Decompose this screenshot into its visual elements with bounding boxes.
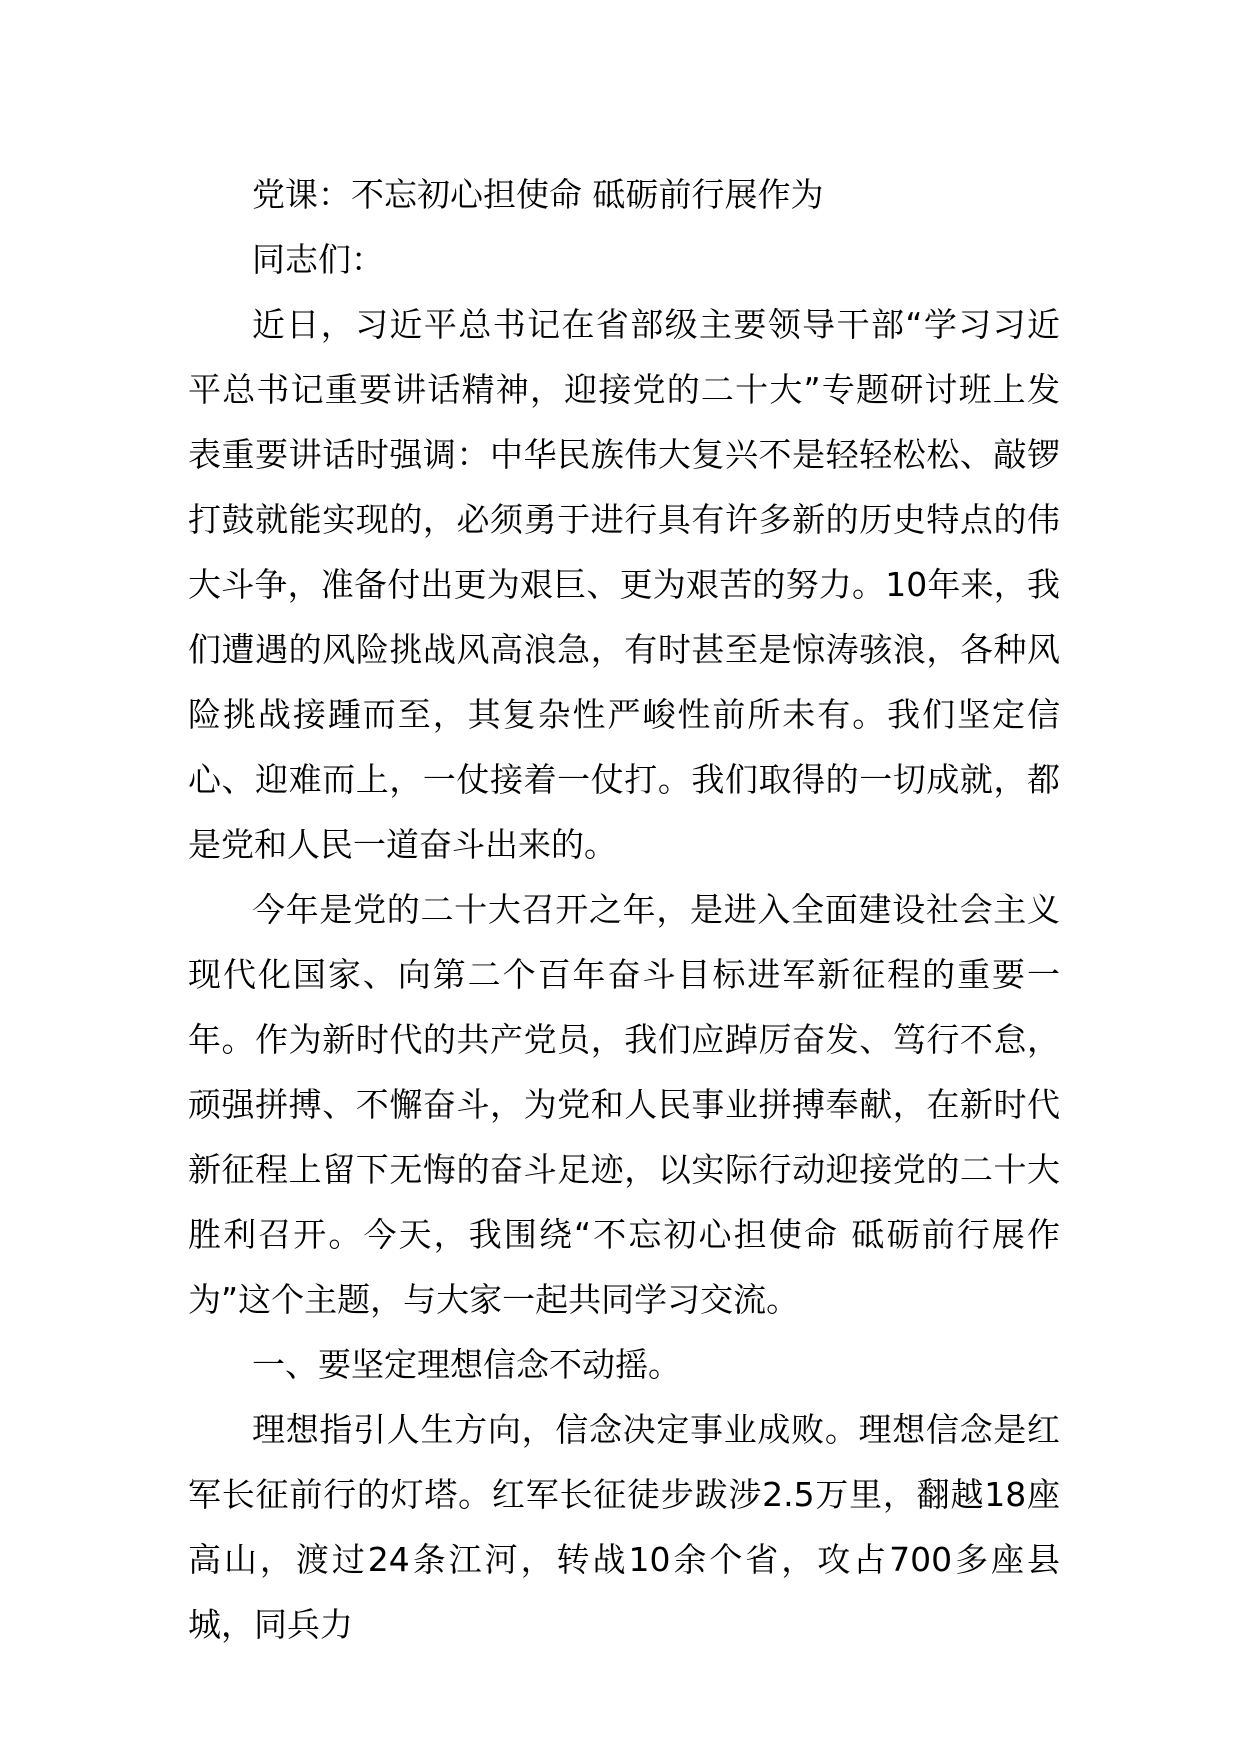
body-paragraph-2: 今年是党的二十大召开之年，是进入全面建设社会主义现代化国家、向第二个百年奋斗目标进军新征程的重要一年。作为新时代的共产党员，我们应踔厉奋发、笃行不怠，顽强拼搏、不懈奋斗，为党和人民事业拼搏奉献，在新时代新征程上留下无悔的奋斗足迹，以实际行动迎接党的二十大胜利召开。今天，我围绕“不忘初心担使命 砥砺前行展作为”这个主题，与大家一起共同学习交流。 <box>188 890 1060 1319</box>
section-paragraph-1: 理想指引人生方向，信念决定事业成败。理想信念是红军长征前行的灯塔。红军长征徒步跋涉2.5万里，翻越18座高山，渡过24条江河，转战10余个省，攻占700多座县城，同兵力 <box>188 1410 1060 1644</box>
salutation: 同志们： <box>252 240 384 279</box>
section-heading-1: 一、要坚定理想信念不动摇。 <box>252 1345 681 1384</box>
body-paragraph-1: 近日，习近平总书记在省部级主要领导干部“学习习近平总书记重要讲话精神，迎接党的二十大”专题研讨班上发表重要讲话时强调：中华民族伟大复兴不是轻轻松松、敲锣打鼓就能实现的，必须勇于进行具有许多新的历史特点的伟大斗争，准备付出更为艰巨、更为艰苦的努力。10年来，我们遭遇的风险挑战风高浪急，有时甚至是惊涛骇浪，各种风险挑战接踵而至，其复杂性严峻性前所未有。我们坚定信心、迎难而上，一仗接着一仗打。我们取得的一切成就，都是党和人民一道奋斗出来的。 <box>188 305 1060 864</box>
document-body <box>188 162 1060 1657</box>
document-title: 党课：不忘初心担使命 砥砺前行展作为 <box>252 175 824 214</box>
